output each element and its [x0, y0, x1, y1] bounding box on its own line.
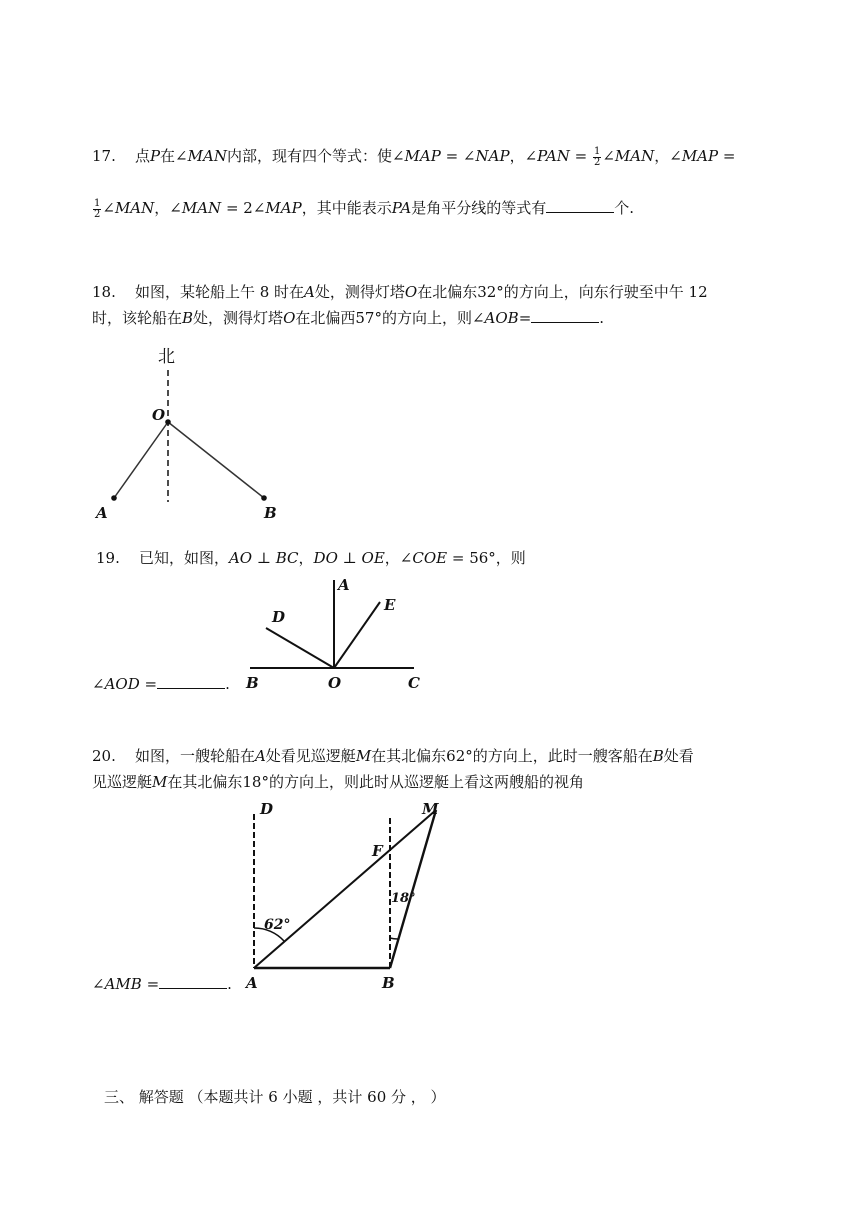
q18-text: 如图，某轮船上午 8 时在 — [134, 283, 305, 301]
q17-text: ，∠ — [509, 147, 538, 165]
q18-number: 18. — [92, 283, 116, 301]
q17-var: MAN — [114, 199, 155, 217]
q17-text: ∠ — [602, 147, 615, 165]
q20-text: 处看见巡逻艇 — [265, 747, 356, 765]
q20-text: . — [227, 975, 232, 993]
q17-line-1 — [92, 146, 735, 168]
q19-figure — [238, 572, 428, 694]
point-A — [111, 495, 117, 501]
q18-text: 处，测得灯塔 — [314, 283, 405, 301]
q17-text: ∠ — [102, 199, 115, 217]
q20-text: 见巡逻艇 — [92, 773, 153, 791]
point-O — [165, 419, 171, 425]
q18-text: = — [518, 309, 532, 327]
q17-text: = 2∠ — [221, 199, 266, 217]
q19-var: AO — [228, 549, 253, 567]
angle-62-label: 62° — [264, 917, 291, 933]
label-B: B — [264, 504, 277, 522]
q19-number: 19. — [96, 549, 120, 567]
fraction-numerator: 1 — [593, 145, 601, 157]
segment-BM — [390, 810, 436, 968]
segment-AM — [254, 810, 436, 968]
q17-var: MAN — [187, 147, 227, 165]
label-O: O — [328, 674, 342, 692]
q19-text: ⊥ — [252, 549, 276, 567]
label-B: B — [246, 674, 259, 692]
point-B — [261, 495, 267, 501]
q19-text: 已知，如图， — [138, 549, 229, 567]
q18-var: AOB — [484, 309, 519, 327]
label-C: C — [408, 674, 420, 692]
q19-line-2 — [92, 674, 230, 694]
q20-figure — [236, 798, 456, 994]
q17-text: = — [569, 147, 592, 165]
q18-line-2 — [92, 308, 604, 328]
q19-line-1 — [96, 548, 526, 568]
q20-text: 在其北偏东62°的方向上，此时一艘客船在 — [371, 747, 653, 765]
angle-18-label: 18° — [391, 891, 416, 906]
label-D: D — [272, 608, 286, 626]
answer-blank[interactable] — [546, 198, 614, 213]
label-A: A — [96, 504, 108, 522]
q17-text: 是角平分线的等式有 — [411, 199, 547, 217]
label-E: E — [384, 596, 396, 614]
answer-blank[interactable] — [157, 674, 225, 689]
q19-var: DO — [313, 549, 338, 567]
label-M: M — [422, 800, 439, 818]
q20-text: 处看 — [663, 747, 694, 765]
q19-var: AOD — [104, 675, 140, 693]
q19-var: OE — [361, 549, 385, 567]
q17-var: MAN — [181, 199, 222, 217]
q18-text: 在北偏西57°的方向上，则∠ — [295, 309, 485, 327]
q19-text: ， — [298, 549, 314, 567]
q17-text: ，∠ — [154, 199, 182, 217]
q17-text: 内部，现有四个等式：使∠ — [226, 147, 405, 165]
q18-var: B — [182, 309, 194, 327]
q18-var: O — [404, 283, 418, 301]
q19-var: COE — [412, 549, 448, 567]
label-F: F — [372, 842, 383, 860]
q18-text: 处，测得灯塔 — [193, 309, 284, 327]
answer-blank[interactable] — [531, 308, 599, 323]
fraction-denominator: 2 — [593, 156, 601, 168]
q17-var: MAN — [614, 147, 655, 165]
q17-var: P — [149, 147, 161, 165]
segment-OA — [114, 422, 168, 498]
q17-var: PAN — [537, 147, 570, 165]
q17-text: = — [718, 147, 736, 165]
fraction-denominator: 2 — [94, 208, 101, 220]
label-B: B — [382, 974, 395, 992]
label-A: A — [338, 576, 350, 594]
q17-var: PA — [391, 199, 412, 217]
q20-text: ∠ — [92, 975, 105, 993]
segment-OB — [168, 422, 264, 498]
ray-OD — [266, 628, 334, 668]
q20-var: AMB — [104, 975, 142, 993]
q17-fraction — [593, 147, 601, 168]
q20-line-1 — [92, 746, 694, 766]
q17-line-2 — [92, 198, 634, 220]
q18-text: . — [599, 309, 605, 327]
q20-var: A — [254, 747, 266, 765]
section-heading: 三、 解答题 （本题共计 6 小题 ，共计 60 分 ， ） — [104, 1088, 446, 1106]
q17-number: 17. — [92, 147, 116, 165]
q20-text: = — [141, 975, 160, 993]
q17-var: NAP — [475, 147, 510, 165]
q18-figure — [90, 340, 290, 525]
q20-text: 如图，一艘轮船在 — [134, 747, 255, 765]
q20-number: 20. — [92, 747, 116, 765]
q17-fraction — [93, 199, 101, 220]
q19-text: ∠ — [92, 675, 105, 693]
q17-var: MAP — [265, 199, 302, 217]
q19-text: = 56°，则 — [447, 549, 526, 567]
q19-text: . — [225, 675, 230, 693]
q17-text: 在∠ — [160, 147, 188, 165]
q20-var: M — [355, 747, 372, 765]
q17-var: MAP — [681, 147, 719, 165]
ray-OE — [334, 602, 380, 668]
q17-text: ，其中能表示 — [301, 199, 392, 217]
q17-text: 点 — [134, 147, 150, 165]
label-O: O — [152, 406, 166, 424]
fraction-numerator: 1 — [94, 197, 101, 209]
label-D: D — [260, 800, 274, 818]
north-label: 北 — [158, 347, 175, 367]
q20-var: B — [652, 747, 664, 765]
q17-text: = ∠ — [440, 147, 476, 165]
q19-text: ，∠ — [384, 549, 413, 567]
q18-var: O — [283, 309, 296, 327]
q19-var: BC — [275, 549, 299, 567]
q19-text: = — [139, 675, 158, 693]
q19-text: ⊥ — [337, 549, 362, 567]
q17-var: MAP — [404, 147, 441, 165]
q20-var: M — [152, 773, 168, 791]
q20-line-2 — [92, 772, 584, 792]
q20-text: 在其北偏东18°的方向上，则此时从巡逻艇上看这两艘船的视角 — [167, 773, 584, 791]
q17-text: 个. — [614, 199, 635, 217]
q18-text: 在北偏东32°的方向上，向东行驶至中午 12 — [417, 283, 708, 301]
q20-line-3 — [92, 974, 232, 994]
label-A: A — [246, 974, 258, 992]
q18-var: A — [304, 283, 315, 301]
q18-line-1 — [92, 282, 708, 302]
answer-blank[interactable] — [159, 974, 227, 989]
q17-text: ，∠ — [654, 147, 682, 165]
q18-text: 时，该轮船在 — [92, 309, 183, 327]
